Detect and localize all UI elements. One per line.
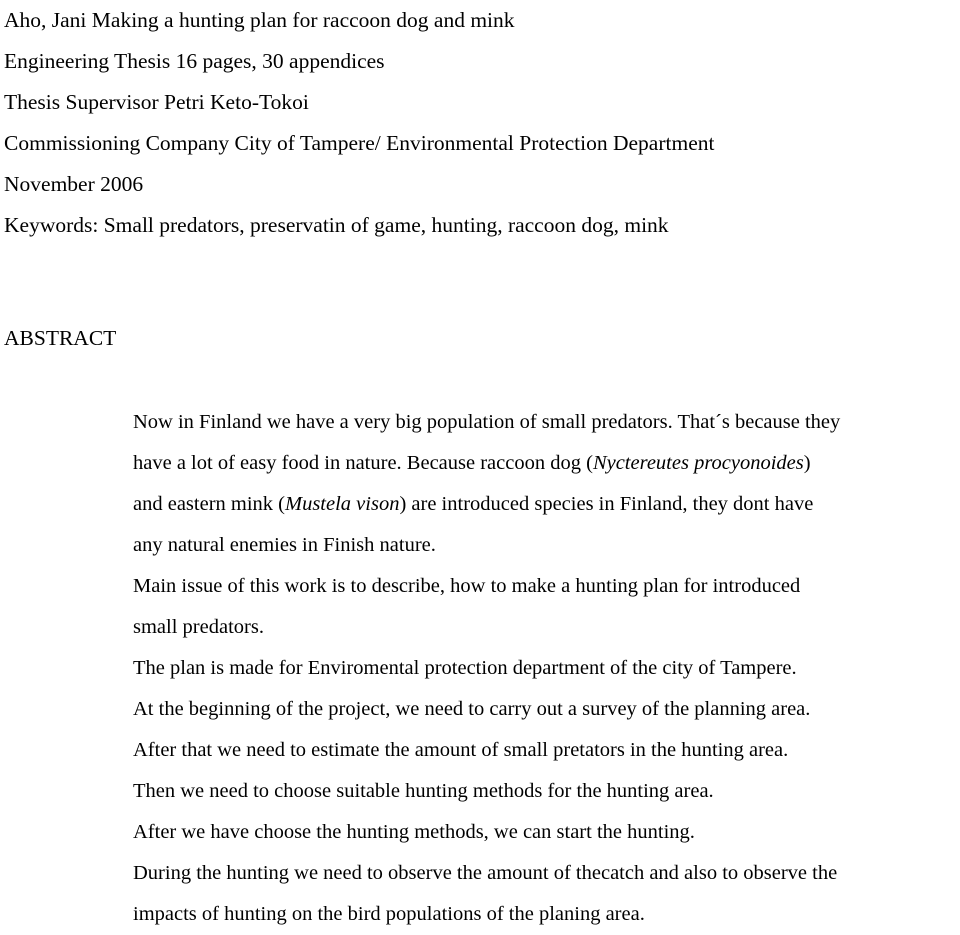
- abstract-line: After that we need to estimate the amount of small pretators in the hunting area.: [133, 739, 789, 761]
- abstract-line: [133, 484, 958, 525]
- keywords: Keywords: Small predators, preservatin of game, hunting, raccoon dog, mink: [4, 213, 669, 237]
- abstract-text: ): [803, 452, 811, 474]
- thesis-metadata: [4, 0, 714, 246]
- thesis-supervisor: Thesis Supervisor Petri Keto-Tokoi: [4, 90, 309, 114]
- abstract-line: During the hunting we need to observe the amount of thecatch and also to observe the: [133, 862, 838, 884]
- abstract-line: any natural enemies in Finish nature.: [133, 534, 436, 556]
- author-title: Aho, Jani Making a hunting plan for raccoon dog and mink: [4, 8, 515, 32]
- abstract-line: Main issue of this work is to describe, how to make a hunting plan for introduced: [133, 575, 801, 597]
- species-name-mink: Mustela vison: [285, 493, 400, 515]
- abstract-line: Now in Finland we have a very big population of small predators. That´s because they: [133, 411, 841, 433]
- abstract-line: small predators.: [133, 616, 264, 638]
- abstract-body: [133, 402, 958, 935]
- commissioning-company: Commissioning Company City of Tampere/ Environmental Protection Department: [4, 131, 715, 155]
- abstract-line: After we have choose the hunting methods, we can start the hunting.: [133, 821, 695, 843]
- thesis-date: November 2006: [4, 172, 144, 196]
- abstract-line: Then we need to choose suitable hunting methods for the hunting area.: [133, 780, 714, 802]
- abstract-text: have a lot of easy food in nature. Because raccoon dog (: [133, 452, 593, 474]
- abstract-line: [133, 443, 958, 484]
- abstract-text: ) are introduced species in Finland, they dont have: [399, 493, 814, 515]
- abstract-line: impacts of hunting on the bird populations of the planing area.: [133, 903, 645, 925]
- thesis-info: Engineering Thesis 16 pages, 30 appendices: [4, 49, 385, 73]
- abstract-line: The plan is made for Enviromental protection department of the city of Tampere.: [133, 657, 797, 679]
- abstract-line: At the beginning of the project, we need to carry out a survey of the planning area.: [133, 698, 811, 720]
- abstract-text: and eastern mink (: [133, 493, 285, 515]
- abstract-heading: ABSTRACT: [4, 326, 117, 350]
- species-name-raccoon-dog: Nyctereutes procyonoides: [592, 452, 804, 474]
